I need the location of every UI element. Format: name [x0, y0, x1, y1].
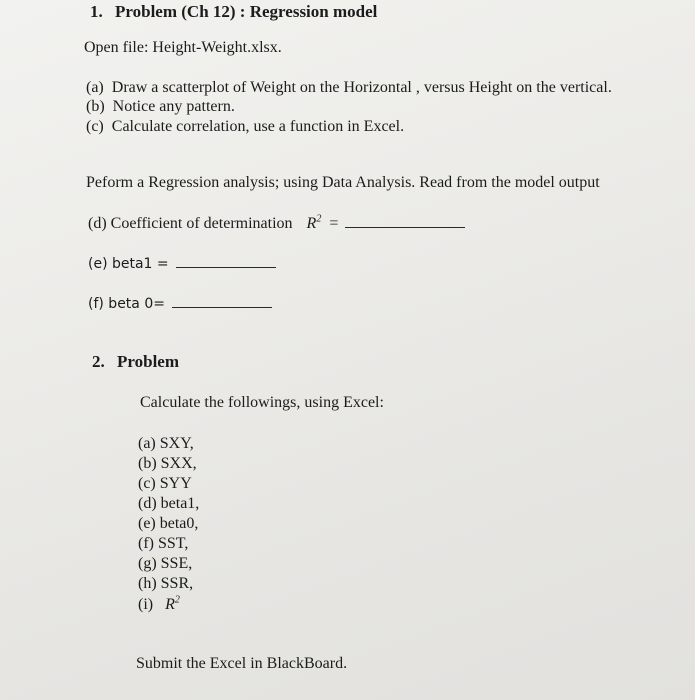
problem2-item-g: (g) SSE,: [138, 555, 193, 572]
item-f-label: (f) beta 0=: [88, 296, 165, 312]
submit-instruction: Submit the Excel in BlackBoard.: [136, 655, 348, 672]
problem2-item-b: (b) SXX,: [138, 455, 197, 472]
item-e-label: (e) beta1 =: [88, 256, 169, 272]
problem1-item-a: (a) Draw a scatterplot of Weight on the Horizontal , versus Height on the vertical.: [86, 79, 612, 96]
problem2-intro: Calculate the followings, using Excel:: [140, 394, 384, 411]
problem2-item-f: (f) SST,: [138, 535, 189, 552]
r-squared-symbol: $R^2$: [306, 213, 322, 232]
problem1-item-c: (c) Calculate correlation, use a function in Excel.: [86, 118, 405, 135]
problem2-item-c: (c) SYY: [138, 475, 192, 492]
problem2-item-e: (e) beta0,: [138, 515, 199, 532]
problem2-number: 2.: [92, 352, 105, 371]
open-file-instruction: Open file: Height-Weight.xlsx.: [84, 39, 282, 56]
problem1-item-d: (d) Coefficient of determination $R^2$ =: [88, 214, 465, 234]
beta1-answer-blank: [176, 257, 276, 268]
regression-intro: Peform a Regression analysis; using Data Analysis. Read from the model output: [86, 174, 600, 191]
r-squared-symbol-2: $R^2$: [165, 594, 180, 613]
problem2-item-d: (d) beta1,: [138, 495, 200, 512]
problem2-heading: [92, 352, 179, 372]
problem2-title: Problem: [117, 352, 180, 371]
problem1-item-b: (b) Notice any pattern.: [86, 98, 235, 115]
problem2-item-a: (a) SXY,: [138, 435, 194, 452]
problem1-item-f: [88, 294, 272, 314]
problem1-heading: [90, 2, 377, 22]
beta0-answer-blank: [172, 297, 272, 308]
problem2-item-i: (i) $R^2$: [138, 594, 180, 613]
problem1-title: Problem (Ch 12) : Regression model: [115, 2, 378, 21]
item-d-label: (d) Coefficient of determination: [88, 215, 293, 232]
problem1-number: 1.: [90, 2, 103, 21]
r-squared-answer-blank: [345, 217, 465, 228]
problem2-item-h: (h) SSR,: [138, 575, 194, 592]
problem1-item-e: [88, 254, 276, 274]
